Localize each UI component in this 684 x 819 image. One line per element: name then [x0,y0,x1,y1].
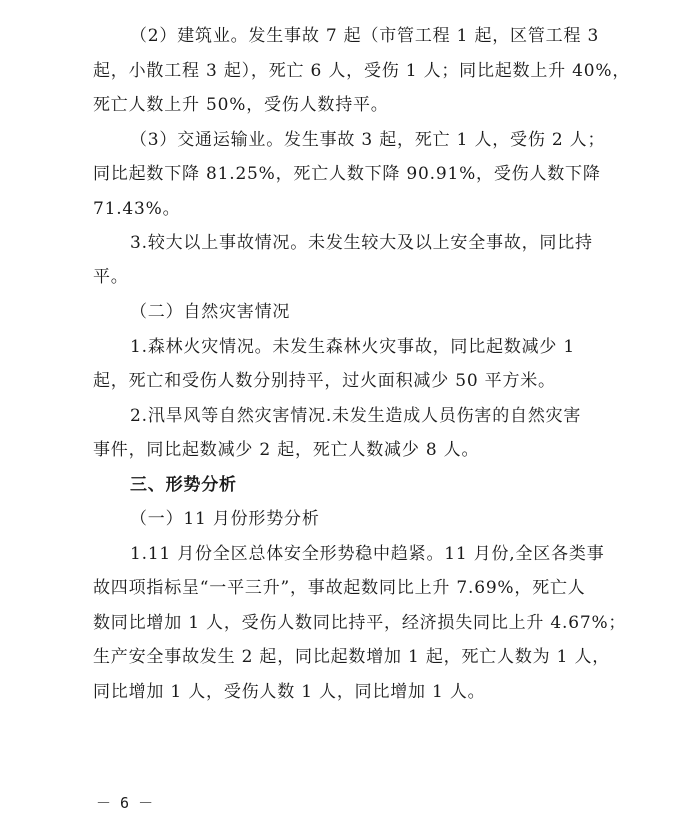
text-line: 2.汛旱风等自然灾害情况.未发生造成人员伤害的自然灾害 [130,406,582,426]
text-line: 1.11 月份全区总体安全形势稳中趋紧。11 月份,全区各类事 [130,544,605,564]
text-line: 同比增加 1 人，受伤人数 1 人，同比增加 1 人。 [93,682,486,702]
text-line: 死亡人数上升 50%，受伤人数持平。 [93,95,389,115]
page-number: － 6 － [96,794,154,812]
text-line: 起，小散工程 3 起），死亡 6 人，受伤 1 人；同比起数上升 40%， [93,61,631,81]
text-line: 平。 [93,267,129,287]
chapter-heading: 三、形势分析 [130,475,237,495]
text-line: 起，死亡和受伤人数分别持平，过火面积减少 50 平方米。 [93,371,556,391]
text-line: 生产安全事故发生 2 起，同比起数增加 1 起，死亡人数为 1 人， [93,647,611,667]
section-heading: （一）11 月份形势分析 [130,509,320,529]
section-heading: （二）自然灾害情况 [130,302,291,322]
text-line: 1.森林火灾情况。未发生森林火灾事故，同比起数减少 1 [130,337,576,357]
text-line: 3.较大以上事故情况。未发生较大及以上安全事故，同比持 [130,233,593,253]
text-line: 同比起数下降 81.25%，死亡人数下降 90.91%，受伤人数下降 [93,164,601,184]
text-line: 事件，同比起数减少 2 起，死亡人数减少 8 人。 [93,440,480,460]
text-line: （2）建筑业。发生事故 7 起（市管工程 1 起，区管工程 3 [130,26,600,46]
text-line: 数同比增加 1 人，受伤人数同比持平，经济损失同比上升 4.67%； [93,613,627,633]
text-line: 故四项指标呈“一平三升”，事故起数同比上升 7.69%，死亡人 [93,578,586,598]
text-line: 71.43%。 [93,199,181,219]
text-line: （3）交通运输业。发生事故 3 起，死亡 1 人，受伤 2 人； [130,130,606,150]
